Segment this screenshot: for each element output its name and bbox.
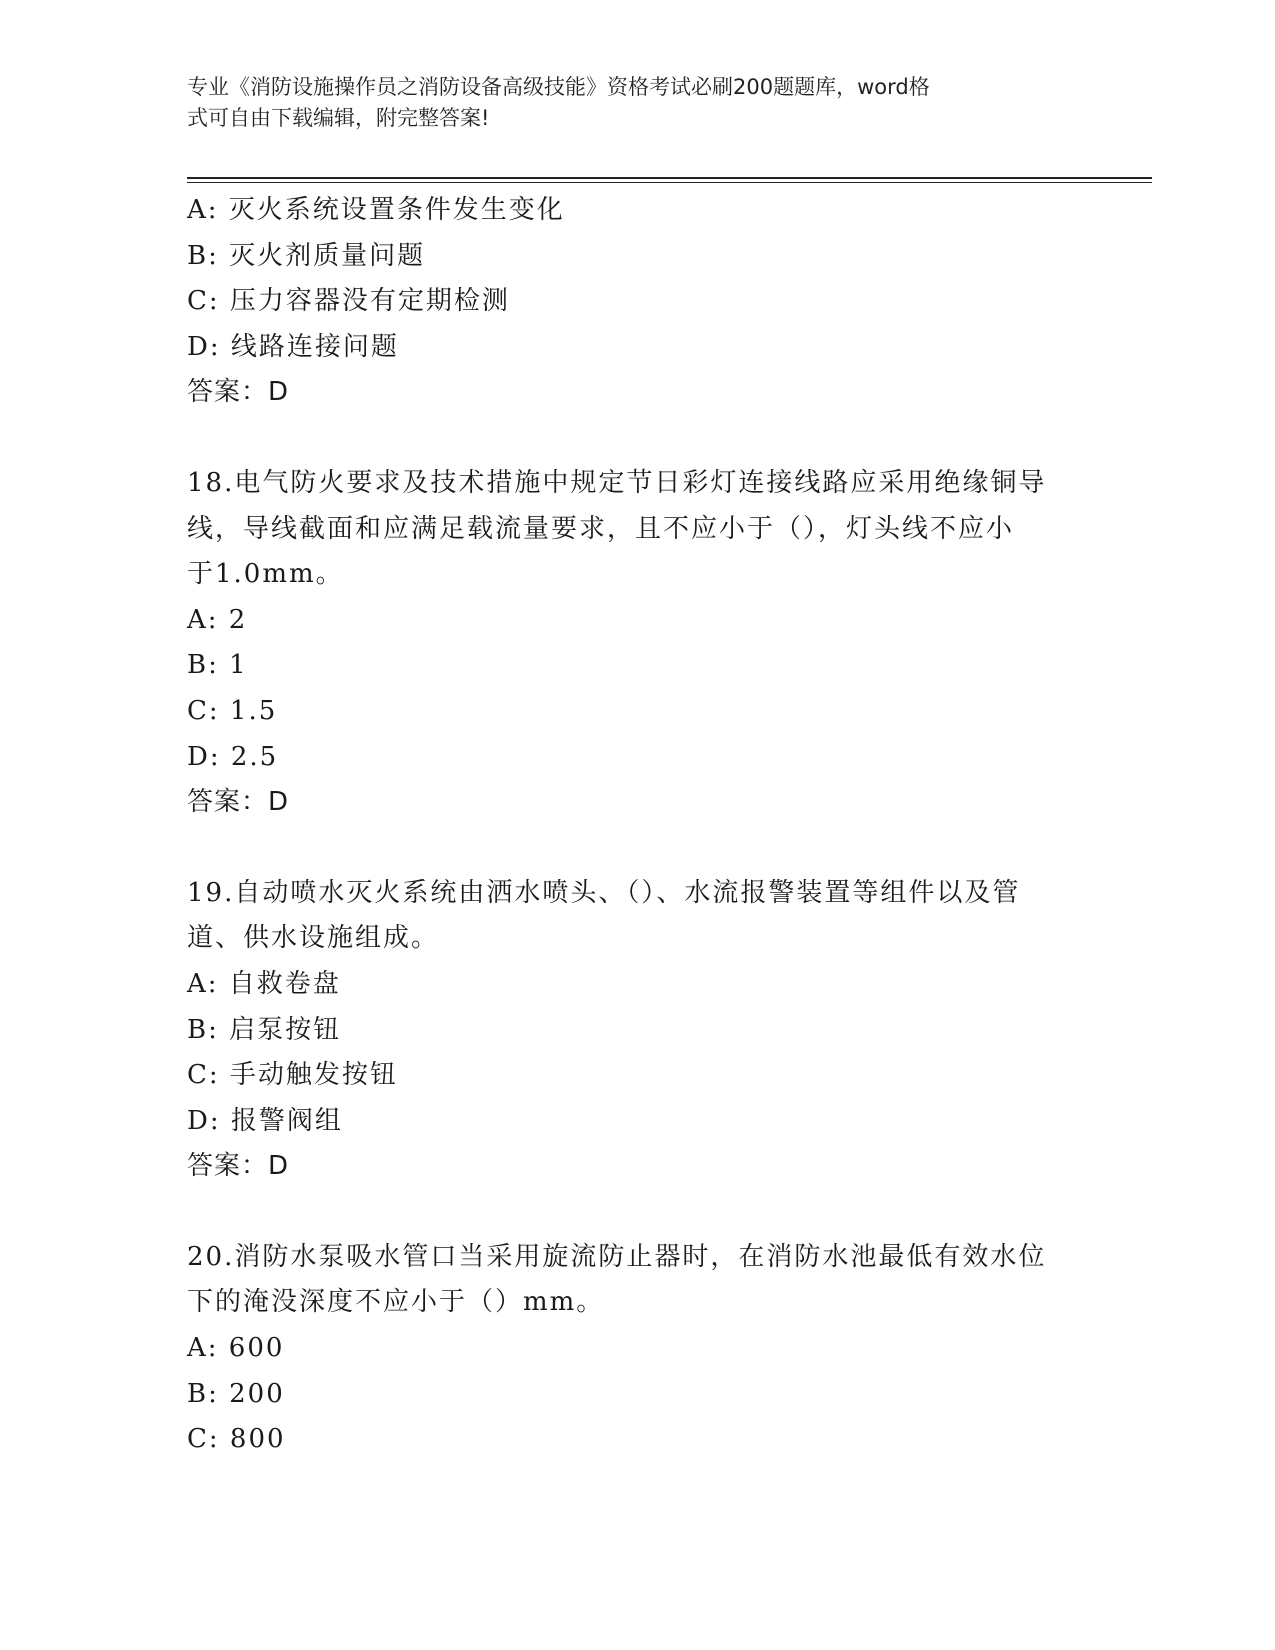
option-d: D: 报警阀组	[187, 1105, 343, 1136]
option-a: A: 灭火系统设置条件发生变化	[187, 195, 565, 225]
question-18	[187, 461, 1087, 826]
option-a: A: 2	[187, 604, 248, 635]
question-17-continued	[187, 188, 1087, 416]
question-19	[187, 871, 1087, 1190]
header-line-1: 专业《消防设施操作员之消防设备高级技能》资格考试必刷200题题库，word格	[187, 75, 930, 99]
question-20	[187, 1235, 1087, 1463]
question-stem-line: 18.电气防火要求及技术措施中规定节日彩灯连接线路应采用绝缘铜导	[187, 467, 1047, 498]
question-list	[187, 188, 1087, 1463]
header-divider-thin	[187, 182, 1152, 183]
answer: 答案：D	[187, 787, 290, 818]
answer: 答案：D	[187, 377, 290, 408]
option-b: B: 1	[187, 650, 248, 681]
question-stem-line: 线，导线截面和应满足载流量要求，且不应小于（），灯头线不应小	[187, 513, 1015, 544]
option-c: C: 手动触发按钮	[187, 1060, 398, 1091]
option-d: D: 2.5	[187, 741, 279, 772]
option-b: B: 灭火剂质量问题	[187, 240, 426, 271]
option-a: A: 600	[187, 1333, 285, 1364]
option-b: B: 启泵按钮	[187, 1014, 342, 1045]
option-b: B: 200	[187, 1378, 285, 1409]
question-stem-line: 19.自动喷水灭火系统由洒水喷头、（）、水流报警装置等组件以及管	[187, 877, 1021, 908]
answer: 答案：D	[187, 1151, 290, 1182]
option-c: C: 1.5	[187, 695, 278, 726]
question-stem-line: 20.消防水泵吸水管口当采用旋流防止器时，在消防水池最低有效水位	[187, 1241, 1047, 1272]
document-header	[187, 72, 1067, 134]
header-line-2: 式可自由下载编辑，附完整答案!	[187, 106, 490, 130]
header-divider-thick	[187, 177, 1152, 179]
question-stem-line: 道、供水设施组成。	[187, 923, 440, 954]
option-d: D: 线路连接问题	[187, 331, 399, 362]
option-c: C: 800	[187, 1424, 286, 1455]
question-stem-line: 于1.0mm。	[187, 559, 344, 590]
option-a: A: 自救卷盘	[187, 968, 341, 999]
option-c: C: 压力容器没有定期检测	[187, 286, 510, 317]
question-stem-line: 下的淹没深度不应小于（）mm。	[187, 1287, 605, 1318]
